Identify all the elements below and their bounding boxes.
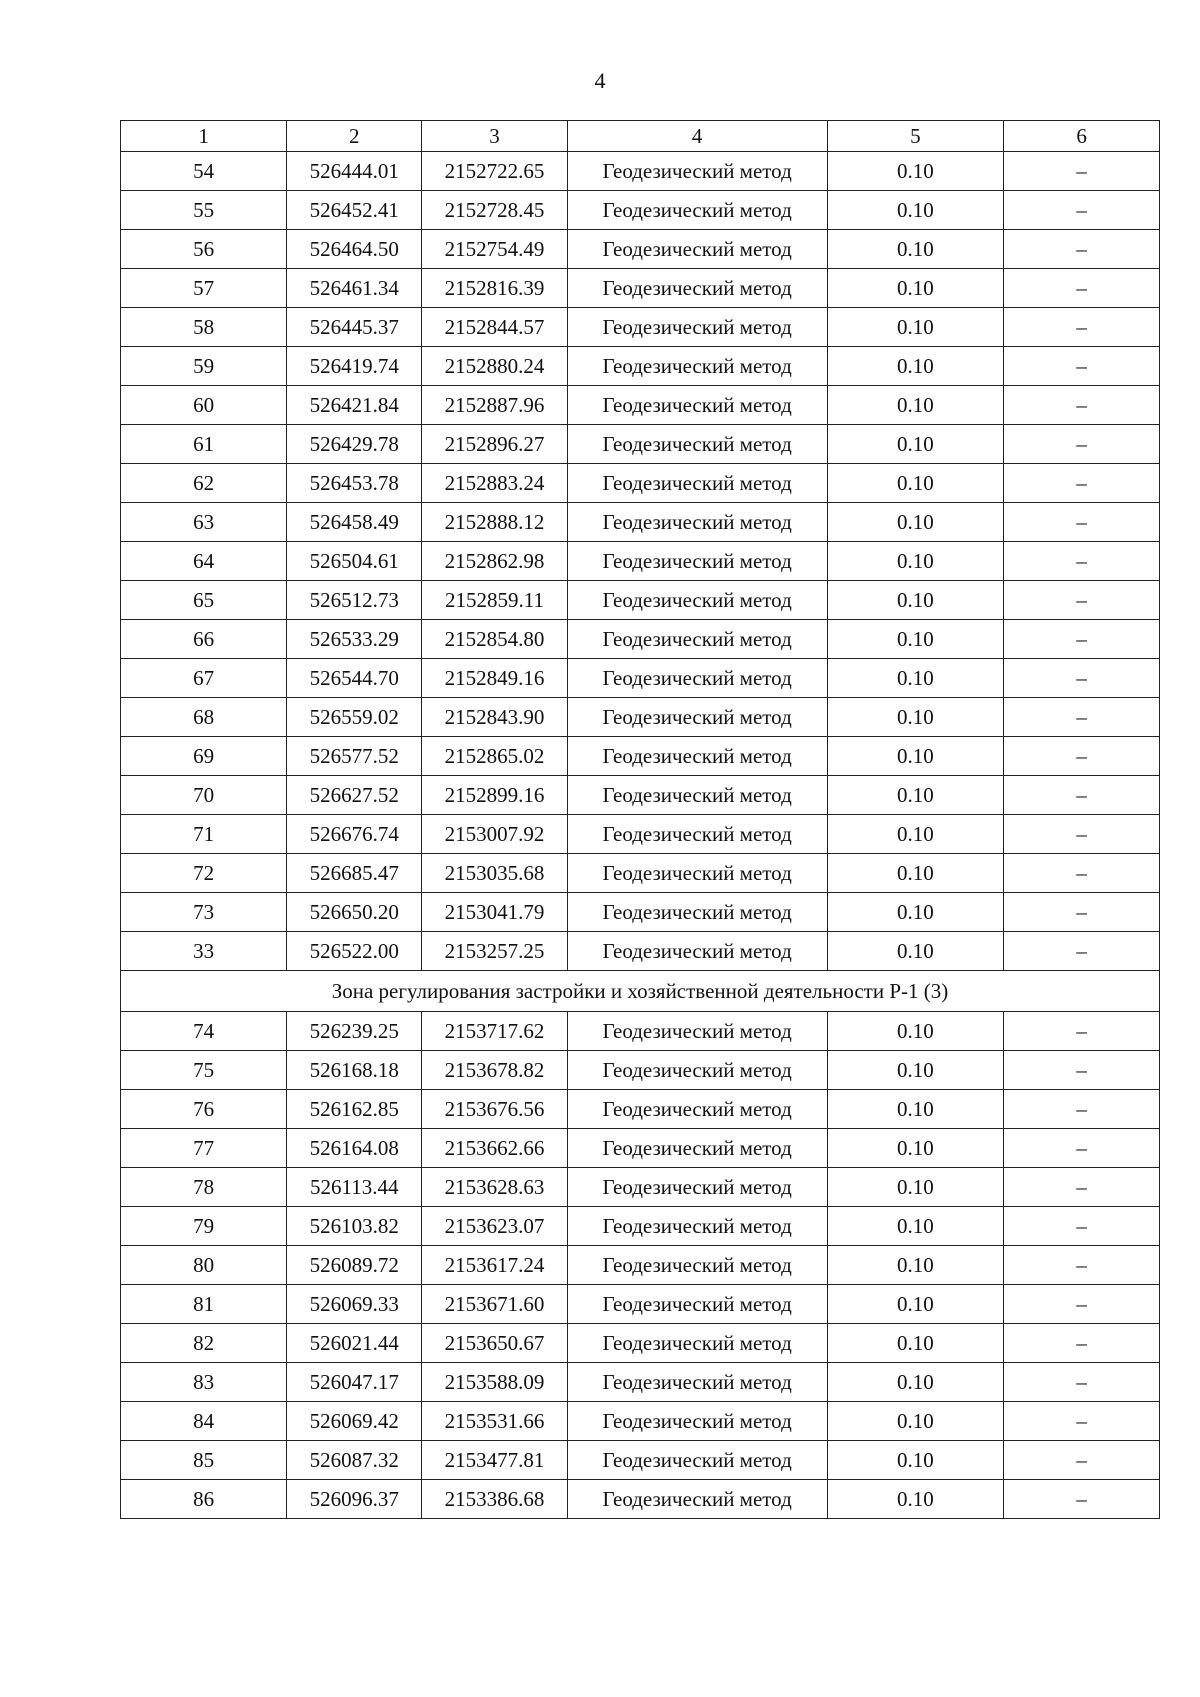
y-coordinate-cell: 2152883.24 [422,464,567,503]
point-number-cell: 74 [121,1012,287,1051]
y-coordinate-cell: 2152754.49 [422,230,567,269]
point-number-cell: 67 [121,659,287,698]
x-coordinate-cell: 526650.20 [287,893,422,932]
point-number-cell: 60 [121,386,287,425]
method-cell: Геодезический метод [567,152,827,191]
table-row [121,1324,1160,1363]
x-coordinate-cell: 526069.42 [287,1402,422,1441]
y-coordinate-cell: 2152887.96 [422,386,567,425]
table-row [121,1207,1160,1246]
method-cell: Геодезический метод [567,269,827,308]
method-cell: Геодезический метод [567,464,827,503]
point-number-cell: 73 [121,893,287,932]
accuracy-cell: 0.10 [827,230,1004,269]
accuracy-cell: 0.10 [827,425,1004,464]
table-row [121,464,1160,503]
x-coordinate-cell: 526087.32 [287,1441,422,1480]
y-coordinate-cell: 2152865.02 [422,737,567,776]
y-coordinate-cell: 2152862.98 [422,542,567,581]
method-cell: Геодезический метод [567,854,827,893]
note-cell: – [1004,425,1160,464]
y-coordinate-cell: 2153662.66 [422,1129,567,1168]
point-number-cell: 77 [121,1129,287,1168]
page-number: 4 [594,68,606,93]
x-coordinate-cell: 526421.84 [287,386,422,425]
note-cell: – [1004,1363,1160,1402]
coordinates-table [120,120,1160,1519]
table-row [121,1441,1160,1480]
x-coordinate-cell: 526685.47 [287,854,422,893]
note-cell: – [1004,269,1160,308]
method-cell: Геодезический метод [567,230,827,269]
y-coordinate-cell: 2152859.11 [422,581,567,620]
y-coordinate-cell: 2153628.63 [422,1168,567,1207]
method-cell: Геодезический метод [567,737,827,776]
y-coordinate-cell: 2153676.56 [422,1090,567,1129]
x-coordinate-cell: 526444.01 [287,152,422,191]
point-number-cell: 69 [121,737,287,776]
accuracy-cell: 0.10 [827,152,1004,191]
table-row [121,1051,1160,1090]
method-cell: Геодезический метод [567,1129,827,1168]
note-cell: – [1004,1051,1160,1090]
x-coordinate-cell: 526458.49 [287,503,422,542]
note-cell: – [1004,1090,1160,1129]
table-row [121,152,1160,191]
y-coordinate-cell: 2152899.16 [422,776,567,815]
point-number-cell: 33 [121,932,287,971]
method-cell: Геодезический метод [567,698,827,737]
note-cell: – [1004,776,1160,815]
table-row [121,932,1160,971]
x-coordinate-cell: 526168.18 [287,1051,422,1090]
x-coordinate-cell: 526162.85 [287,1090,422,1129]
x-coordinate-cell: 526021.44 [287,1324,422,1363]
note-cell: – [1004,347,1160,386]
x-coordinate-cell: 526504.61 [287,542,422,581]
note-cell: – [1004,1285,1160,1324]
x-coordinate-cell: 526464.50 [287,230,422,269]
method-cell: Геодезический метод [567,1441,827,1480]
y-coordinate-cell: 2152849.16 [422,659,567,698]
point-number-cell: 61 [121,425,287,464]
note-cell: – [1004,152,1160,191]
accuracy-cell: 0.10 [827,1402,1004,1441]
method-cell: Геодезический метод [567,308,827,347]
note-cell: – [1004,1246,1160,1285]
y-coordinate-cell: 2152888.12 [422,503,567,542]
accuracy-cell: 0.10 [827,1324,1004,1363]
table-row [121,269,1160,308]
method-cell: Геодезический метод [567,503,827,542]
method-cell: Геодезический метод [567,386,827,425]
point-number-cell: 58 [121,308,287,347]
y-coordinate-cell: 2152728.45 [422,191,567,230]
table-row [121,1246,1160,1285]
x-coordinate-cell: 526461.34 [287,269,422,308]
table-row [121,308,1160,347]
note-cell: – [1004,230,1160,269]
table-row [121,542,1160,581]
accuracy-cell: 0.10 [827,1480,1004,1519]
point-number-cell: 76 [121,1090,287,1129]
x-coordinate-cell: 526047.17 [287,1363,422,1402]
table-row [121,230,1160,269]
y-coordinate-cell: 2152896.27 [422,425,567,464]
accuracy-cell: 0.10 [827,1090,1004,1129]
note-cell: – [1004,1207,1160,1246]
table-row [121,776,1160,815]
table-row [121,737,1160,776]
note-cell: – [1004,1129,1160,1168]
method-cell: Геодезический метод [567,932,827,971]
point-number-cell: 62 [121,464,287,503]
point-number-cell: 80 [121,1246,287,1285]
table-row [121,1402,1160,1441]
method-cell: Геодезический метод [567,347,827,386]
point-number-cell: 78 [121,1168,287,1207]
x-coordinate-cell: 526512.73 [287,581,422,620]
note-cell: – [1004,737,1160,776]
accuracy-cell: 0.10 [827,581,1004,620]
x-coordinate-cell: 526577.52 [287,737,422,776]
x-coordinate-cell: 526544.70 [287,659,422,698]
note-cell: – [1004,893,1160,932]
x-coordinate-cell: 526559.02 [287,698,422,737]
accuracy-cell: 0.10 [827,776,1004,815]
table-row [121,347,1160,386]
table-row [121,191,1160,230]
note-cell: – [1004,503,1160,542]
table-row [121,1363,1160,1402]
point-number-cell: 54 [121,152,287,191]
section-title-row [121,971,1160,1012]
method-cell: Геодезический метод [567,1246,827,1285]
accuracy-cell: 0.10 [827,932,1004,971]
accuracy-cell: 0.10 [827,1207,1004,1246]
point-number-cell: 55 [121,191,287,230]
note-cell: – [1004,1012,1160,1051]
accuracy-cell: 0.10 [827,698,1004,737]
y-coordinate-cell: 2153531.66 [422,1402,567,1441]
x-coordinate-cell: 526096.37 [287,1480,422,1519]
table-row [121,581,1160,620]
x-coordinate-cell: 526676.74 [287,815,422,854]
note-cell: – [1004,698,1160,737]
accuracy-cell: 0.10 [827,269,1004,308]
x-coordinate-cell: 526533.29 [287,620,422,659]
accuracy-cell: 0.10 [827,503,1004,542]
note-cell: – [1004,815,1160,854]
point-number-cell: 72 [121,854,287,893]
note-cell: – [1004,932,1160,971]
point-number-cell: 70 [121,776,287,815]
table-row [121,386,1160,425]
note-cell: – [1004,1402,1160,1441]
point-number-cell: 79 [121,1207,287,1246]
method-cell: Геодезический метод [567,425,827,464]
accuracy-cell: 0.10 [827,1012,1004,1051]
method-cell: Геодезический метод [567,1207,827,1246]
table-row [121,698,1160,737]
note-cell: – [1004,1480,1160,1519]
accuracy-cell: 0.10 [827,1129,1004,1168]
point-number-cell: 57 [121,269,287,308]
table-row [121,1285,1160,1324]
method-cell: Геодезический метод [567,1168,827,1207]
point-number-cell: 75 [121,1051,287,1090]
method-cell: Геодезический метод [567,1012,827,1051]
method-cell: Геодезический метод [567,1402,827,1441]
note-cell: – [1004,464,1160,503]
x-coordinate-cell: 526522.00 [287,932,422,971]
x-coordinate-cell: 526103.82 [287,1207,422,1246]
accuracy-cell: 0.10 [827,191,1004,230]
y-coordinate-cell: 2153035.68 [422,854,567,893]
table-row [121,1012,1160,1051]
table-row [121,1090,1160,1129]
note-cell: – [1004,620,1160,659]
accuracy-cell: 0.10 [827,893,1004,932]
table-row [121,815,1160,854]
y-coordinate-cell: 2153386.68 [422,1480,567,1519]
method-cell: Геодезический метод [567,1051,827,1090]
table-row [121,1168,1160,1207]
method-cell: Геодезический метод [567,1480,827,1519]
column-header: 6 [1004,121,1160,152]
accuracy-cell: 0.10 [827,737,1004,776]
y-coordinate-cell: 2153257.25 [422,932,567,971]
y-coordinate-cell: 2152880.24 [422,347,567,386]
table-row [121,1129,1160,1168]
method-cell: Геодезический метод [567,542,827,581]
table-row [121,1480,1160,1519]
x-coordinate-cell: 526113.44 [287,1168,422,1207]
table-row [121,620,1160,659]
point-number-cell: 82 [121,1324,287,1363]
y-coordinate-cell: 2153678.82 [422,1051,567,1090]
column-header: 4 [567,121,827,152]
method-cell: Геодезический метод [567,659,827,698]
y-coordinate-cell: 2153671.60 [422,1285,567,1324]
table-row [121,503,1160,542]
accuracy-cell: 0.10 [827,815,1004,854]
y-coordinate-cell: 2152843.90 [422,698,567,737]
note-cell: – [1004,386,1160,425]
accuracy-cell: 0.10 [827,308,1004,347]
accuracy-cell: 0.10 [827,464,1004,503]
x-coordinate-cell: 526089.72 [287,1246,422,1285]
y-coordinate-cell: 2153588.09 [422,1363,567,1402]
method-cell: Геодезический метод [567,1363,827,1402]
accuracy-cell: 0.10 [827,1441,1004,1480]
accuracy-cell: 0.10 [827,542,1004,581]
column-header: 5 [827,121,1004,152]
table-row [121,425,1160,464]
column-header: 2 [287,121,422,152]
point-number-cell: 66 [121,620,287,659]
accuracy-cell: 0.10 [827,386,1004,425]
accuracy-cell: 0.10 [827,854,1004,893]
point-number-cell: 68 [121,698,287,737]
x-coordinate-cell: 526627.52 [287,776,422,815]
method-cell: Геодезический метод [567,191,827,230]
x-coordinate-cell: 526239.25 [287,1012,422,1051]
note-cell: – [1004,542,1160,581]
note-cell: – [1004,308,1160,347]
accuracy-cell: 0.10 [827,1363,1004,1402]
section-title: Зона регулирования застройки и хозяйственной деятельности Р-1 (3) [121,971,1160,1012]
point-number-cell: 63 [121,503,287,542]
note-cell: – [1004,659,1160,698]
y-coordinate-cell: 2153617.24 [422,1246,567,1285]
x-coordinate-cell: 526069.33 [287,1285,422,1324]
point-number-cell: 64 [121,542,287,581]
table-body [121,152,1160,1519]
y-coordinate-cell: 2152816.39 [422,269,567,308]
accuracy-cell: 0.10 [827,1168,1004,1207]
table-row [121,659,1160,698]
accuracy-cell: 0.10 [827,659,1004,698]
x-coordinate-cell: 526453.78 [287,464,422,503]
accuracy-cell: 0.10 [827,1051,1004,1090]
point-number-cell: 81 [121,1285,287,1324]
point-number-cell: 71 [121,815,287,854]
y-coordinate-cell: 2152722.65 [422,152,567,191]
note-cell: – [1004,1168,1160,1207]
y-coordinate-cell: 2153041.79 [422,893,567,932]
point-number-cell: 84 [121,1402,287,1441]
table-row [121,893,1160,932]
note-cell: – [1004,581,1160,620]
x-coordinate-cell: 526164.08 [287,1129,422,1168]
accuracy-cell: 0.10 [827,1246,1004,1285]
point-number-cell: 83 [121,1363,287,1402]
point-number-cell: 56 [121,230,287,269]
x-coordinate-cell: 526452.41 [287,191,422,230]
method-cell: Геодезический метод [567,815,827,854]
table-header-row [121,121,1160,152]
y-coordinate-cell: 2153007.92 [422,815,567,854]
note-cell: – [1004,1324,1160,1363]
table-row [121,854,1160,893]
y-coordinate-cell: 2152854.80 [422,620,567,659]
method-cell: Геодезический метод [567,776,827,815]
method-cell: Геодезический метод [567,893,827,932]
y-coordinate-cell: 2153477.81 [422,1441,567,1480]
accuracy-cell: 0.10 [827,1285,1004,1324]
y-coordinate-cell: 2153717.62 [422,1012,567,1051]
y-coordinate-cell: 2153650.67 [422,1324,567,1363]
accuracy-cell: 0.10 [827,620,1004,659]
note-cell: – [1004,1441,1160,1480]
point-number-cell: 65 [121,581,287,620]
x-coordinate-cell: 526419.74 [287,347,422,386]
x-coordinate-cell: 526445.37 [287,308,422,347]
method-cell: Геодезический метод [567,581,827,620]
x-coordinate-cell: 526429.78 [287,425,422,464]
y-coordinate-cell: 2153623.07 [422,1207,567,1246]
method-cell: Геодезический метод [567,1090,827,1129]
note-cell: – [1004,191,1160,230]
column-header: 1 [121,121,287,152]
accuracy-cell: 0.10 [827,347,1004,386]
point-number-cell: 86 [121,1480,287,1519]
column-header: 3 [422,121,567,152]
point-number-cell: 85 [121,1441,287,1480]
method-cell: Геодезический метод [567,1324,827,1363]
method-cell: Геодезический метод [567,620,827,659]
y-coordinate-cell: 2152844.57 [422,308,567,347]
point-number-cell: 59 [121,347,287,386]
method-cell: Геодезический метод [567,1285,827,1324]
note-cell: – [1004,854,1160,893]
